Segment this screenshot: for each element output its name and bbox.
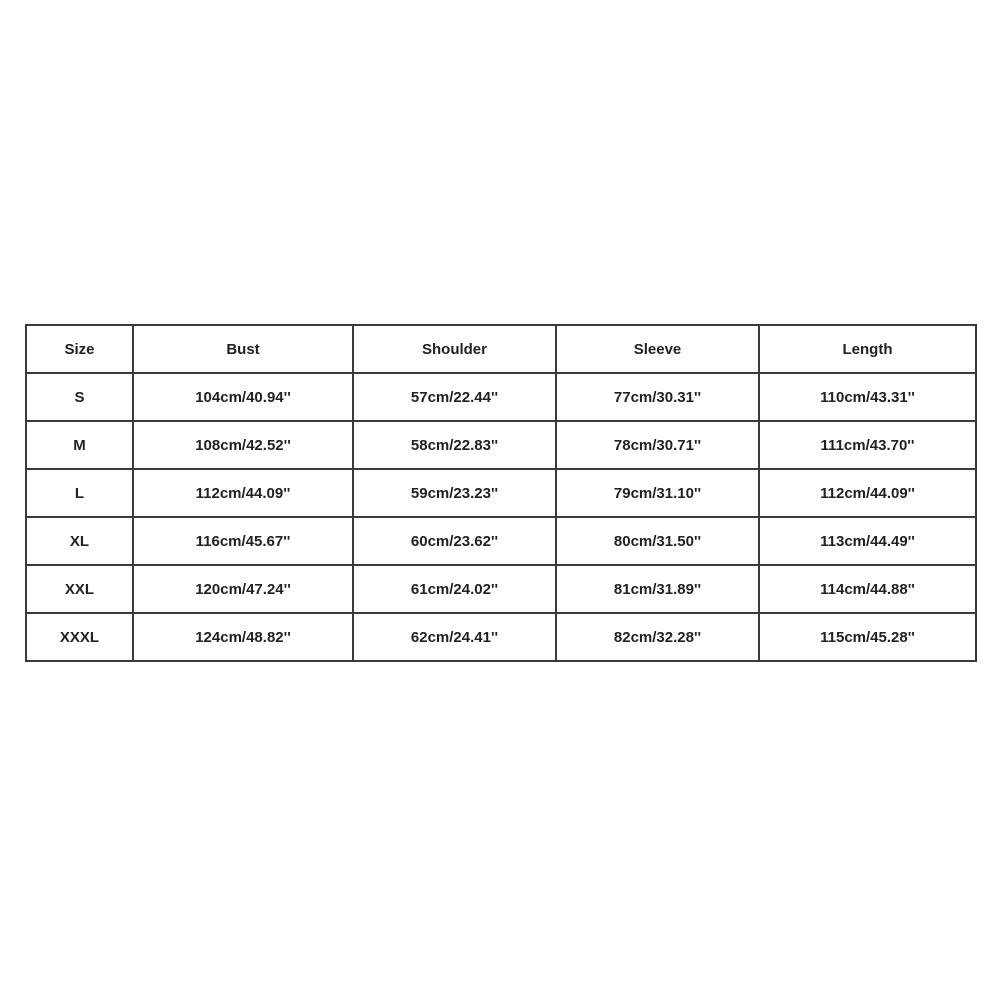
length-cell: 112cm/44.09'' [759,469,976,517]
bust-cell: 104cm/40.94'' [133,373,353,421]
table-row [26,613,976,661]
size-chart-table [25,324,977,662]
size-cell: XL [26,517,133,565]
sleeve-cell: 78cm/30.71'' [556,421,759,469]
bust-cell: 112cm/44.09'' [133,469,353,517]
bust-cell: 120cm/47.24'' [133,565,353,613]
sleeve-cell: 81cm/31.89'' [556,565,759,613]
bust-cell: 124cm/48.82'' [133,613,353,661]
table-header [26,325,976,373]
shoulder-cell: 57cm/22.44'' [353,373,556,421]
header-sleeve: Sleeve [556,325,759,373]
size-cell: S [26,373,133,421]
size-cell: XXL [26,565,133,613]
length-cell: 113cm/44.49'' [759,517,976,565]
shoulder-cell: 62cm/24.41'' [353,613,556,661]
bust-cell: 116cm/45.67'' [133,517,353,565]
bust-cell: 108cm/42.52'' [133,421,353,469]
header-bust: Bust [133,325,353,373]
sleeve-cell: 82cm/32.28'' [556,613,759,661]
table-row [26,421,976,469]
size-cell: M [26,421,133,469]
length-cell: 110cm/43.31'' [759,373,976,421]
sleeve-cell: 77cm/30.31'' [556,373,759,421]
length-cell: 111cm/43.70'' [759,421,976,469]
sleeve-cell: 79cm/31.10'' [556,469,759,517]
table-row [26,517,976,565]
length-cell: 115cm/45.28'' [759,613,976,661]
size-cell: XXXL [26,613,133,661]
table-row [26,373,976,421]
length-cell: 114cm/44.88'' [759,565,976,613]
header-row [26,325,976,373]
header-length: Length [759,325,976,373]
table-body [26,373,976,661]
table-row [26,565,976,613]
shoulder-cell: 59cm/23.23'' [353,469,556,517]
table-row [26,469,976,517]
sleeve-cell: 80cm/31.50'' [556,517,759,565]
shoulder-cell: 61cm/24.02'' [353,565,556,613]
header-shoulder: Shoulder [353,325,556,373]
shoulder-cell: 60cm/23.62'' [353,517,556,565]
header-size: Size [26,325,133,373]
shoulder-cell: 58cm/22.83'' [353,421,556,469]
size-cell: L [26,469,133,517]
